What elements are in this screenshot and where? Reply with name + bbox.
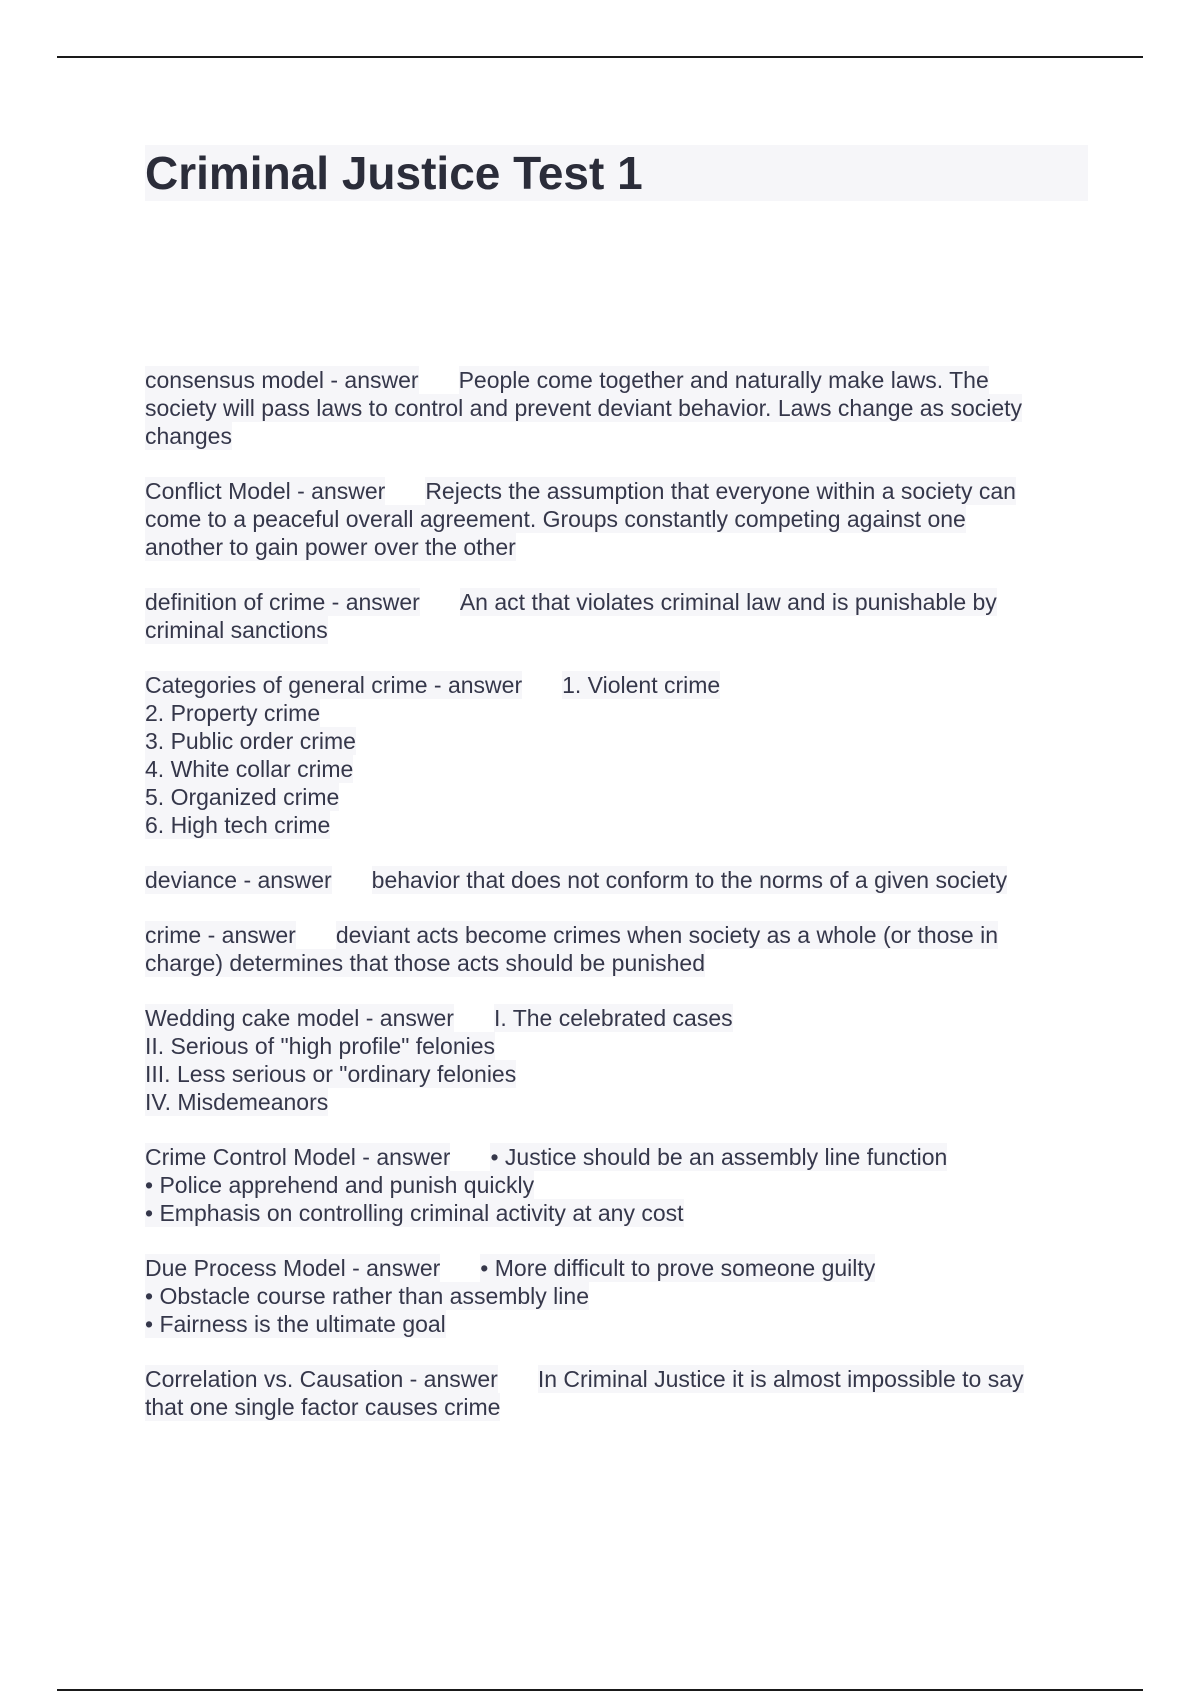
flashcard-answer: Rejects the assumption that everyone within a society can bbox=[425, 478, 1016, 504]
flashcard-first-line bbox=[145, 921, 998, 949]
flashcard-answer-line: that one single factor causes crime bbox=[145, 1394, 501, 1420]
flashcard bbox=[145, 1004, 1095, 1116]
flashcard-answer: • Justice should be an assembly line function bbox=[490, 1144, 948, 1170]
flashcard-answer-line: III. Less serious or "ordinary felonies bbox=[145, 1061, 517, 1087]
flashcard-answer-line: 6. High tech crime bbox=[145, 812, 331, 838]
flashcard-answer: In Criminal Justice it is almost impossible to say bbox=[537, 1366, 1024, 1392]
flashcard-answer-line: 4. White collar crime bbox=[145, 756, 354, 782]
flashcard-answer: People come together and naturally make laws. The bbox=[458, 367, 989, 393]
flashcard-answer-line: • Fairness is the ultimate goal bbox=[145, 1311, 446, 1337]
flashcard-term: definition of crime - answer bbox=[145, 589, 420, 615]
flashcard-answer-line: 5. Organized crime bbox=[145, 784, 340, 810]
term-answer-gap bbox=[498, 1365, 538, 1393]
flashcard-term: Due Process Model - answer bbox=[145, 1255, 441, 1281]
term-answer-gap bbox=[332, 866, 372, 894]
flashcard-first-line bbox=[145, 366, 989, 394]
flashcard bbox=[145, 1254, 1095, 1338]
flashcard-first-line bbox=[145, 477, 1016, 505]
flashcard bbox=[145, 671, 1095, 839]
flashcard bbox=[145, 1365, 1095, 1421]
flashcard bbox=[145, 921, 1095, 977]
bottom-rule bbox=[57, 1689, 1143, 1691]
flashcard-term: Crime Control Model - answer bbox=[145, 1144, 451, 1170]
flashcard-first-line bbox=[145, 671, 720, 699]
flashcard-answer-line: • Obstacle course rather than assembly line bbox=[145, 1283, 589, 1309]
term-answer-gap bbox=[522, 671, 562, 699]
flashcard-answer-line: 2. Property crime bbox=[145, 700, 321, 726]
flashcard bbox=[145, 866, 1095, 894]
term-answer-gap bbox=[454, 1004, 494, 1032]
flashcard-term: deviance - answer bbox=[145, 867, 332, 893]
flashcard-answer-line: 3. Public order crime bbox=[145, 728, 356, 754]
flashcard bbox=[145, 477, 1095, 561]
flashcard-answer: 1. Violent crime bbox=[562, 672, 721, 698]
flashcard-term: consensus model - answer bbox=[145, 367, 419, 393]
flashcard-term: Categories of general crime - answer bbox=[145, 672, 523, 698]
flashcard-answer-line: charge) determines that those acts should be punished bbox=[145, 950, 706, 976]
flashcard-answer: I. The celebrated cases bbox=[493, 1005, 733, 1031]
term-answer-gap bbox=[440, 1254, 480, 1282]
flashcard-answer-line: another to gain power over the other bbox=[145, 534, 516, 560]
term-answer-gap bbox=[385, 477, 425, 505]
flashcard-answer: deviant acts become crimes when society as a whole (or those in bbox=[335, 922, 999, 948]
flashcard-answer-line: society will pass laws to control and prevent deviant behavior. Laws change as society bbox=[145, 395, 1023, 421]
flashcard-answer: An act that violates criminal law and is punishable by bbox=[459, 589, 997, 615]
flashcard bbox=[145, 588, 1095, 644]
flashcard-answer: behavior that does not conform to the norms of a given society bbox=[371, 867, 1008, 893]
flashcard-answer-line: • Police apprehend and punish quickly bbox=[145, 1172, 535, 1198]
flashcard-answer: • More difficult to prove someone guilty bbox=[480, 1255, 876, 1281]
flashcard bbox=[145, 1143, 1095, 1227]
top-rule bbox=[57, 56, 1143, 58]
flashcard-answer-line: come to a peaceful overall agreement. Groups constantly competing against one bbox=[145, 506, 966, 532]
flashcard-answer-line: changes bbox=[145, 423, 232, 449]
flashcard-term: Correlation vs. Causation - answer bbox=[145, 1366, 498, 1392]
page-title: Criminal Justice Test 1 bbox=[145, 147, 643, 199]
flashcard-answer-line: criminal sanctions bbox=[145, 617, 328, 643]
flashcard-answer-line: II. Serious of "high profile" felonies bbox=[145, 1033, 496, 1059]
flashcard-first-line bbox=[145, 1365, 1024, 1393]
flashcard-term: Conflict Model - answer bbox=[145, 478, 386, 504]
flashcard-answer-line: IV. Misdemeanors bbox=[145, 1089, 329, 1115]
flashcard-term: Wedding cake model - answer bbox=[145, 1005, 454, 1031]
flashcard-first-line bbox=[145, 866, 1007, 894]
flashcard-first-line bbox=[145, 588, 997, 616]
term-answer-gap bbox=[450, 1143, 490, 1171]
flashcard-list bbox=[145, 366, 1095, 1448]
flashcard-term: crime - answer bbox=[145, 922, 296, 948]
term-answer-gap bbox=[296, 921, 336, 949]
flashcard-first-line bbox=[145, 1143, 947, 1171]
flashcard-first-line bbox=[145, 1004, 733, 1032]
flashcard bbox=[145, 366, 1095, 450]
term-answer-gap bbox=[420, 588, 460, 616]
flashcard-first-line bbox=[145, 1254, 875, 1282]
flashcard-answer-line: • Emphasis on controlling criminal activity at any cost bbox=[145, 1200, 684, 1226]
term-answer-gap bbox=[419, 366, 459, 394]
